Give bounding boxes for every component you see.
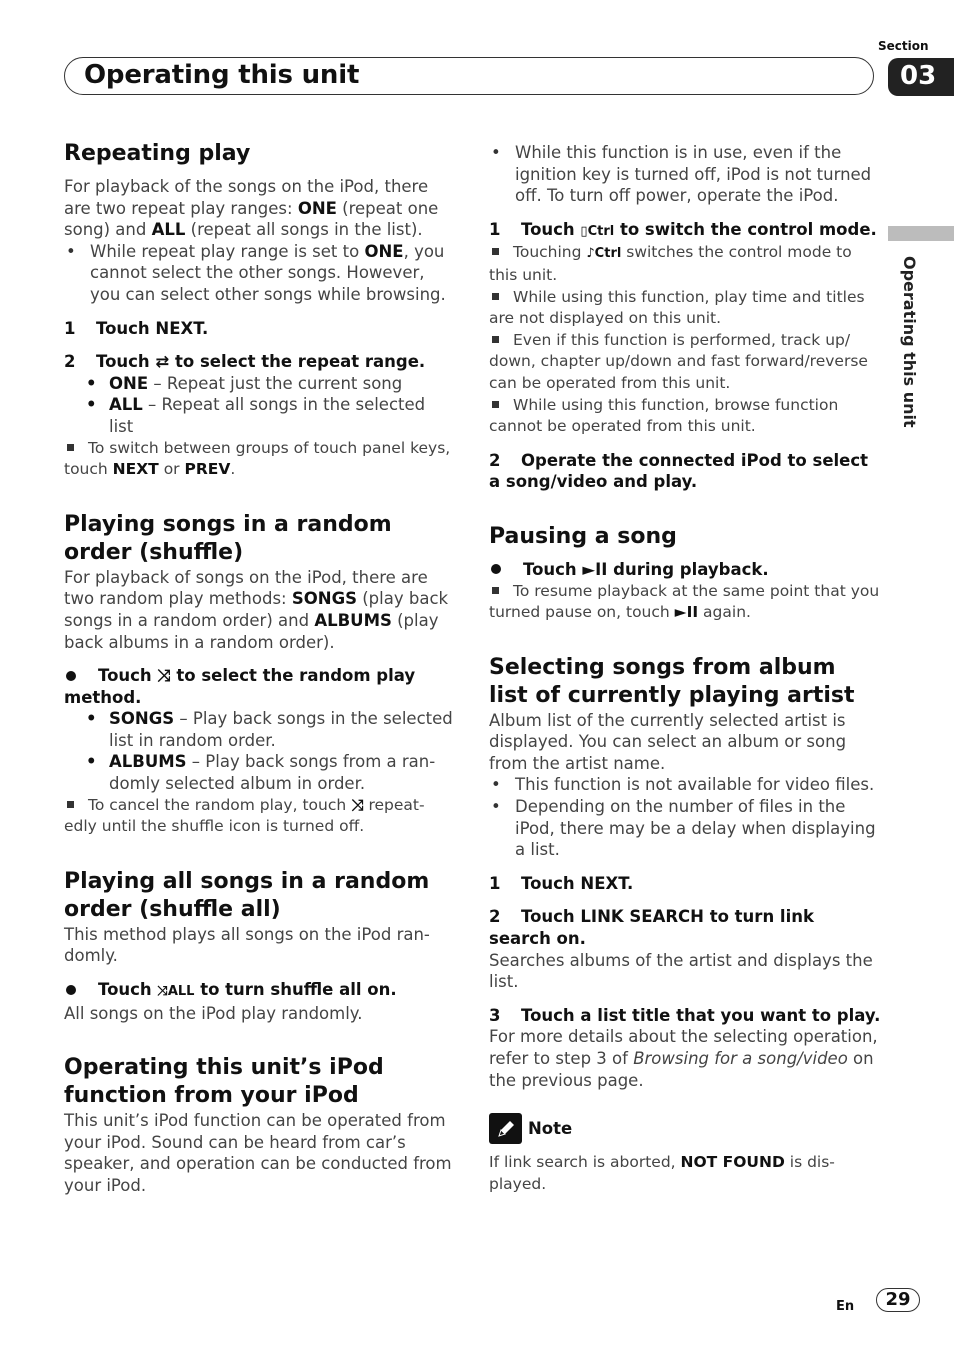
repeating-step-1: 1 Touch NEXT. [64,318,209,338]
page-number: 29 [876,1288,920,1312]
album-list-step-1: 1 Touch NEXT. [489,873,634,893]
repeating-note: To switch between groups of touch panel keys, touch NEXT or PREV. [64,438,451,479]
album-list-step-3-body: For more details about the selecting operation, refer to step 3 of Browsing for a song/video on the previous page. [489,1027,878,1090]
ipod-function-bullet: • While this function is in use, even if the ignition key is turned off, iPod is not turned off. To turn off power, operate the iPod. [489,142,881,207]
ipod-function-step-1: 1 Touch ▯Ctrl to switch the control mode. [489,219,881,243]
shuffle-heading: Playing songs in a random order (shuffle) [64,511,392,565]
ipod-function-intro: This unit’s iPod function can be operated from your iPod. Sound can be heard from car’s speaker, and operation can be conducted from your iPod. [64,1111,452,1195]
repeat-icon: ⇄ [155,352,170,372]
ipod-note-2: While using this function, play time and titles are not displayed on this unit. [489,287,865,328]
album-list-step-2: 2 Touch LINK SEARCH to turn link search on. [489,907,814,949]
pausing-note: To resume playback at the same point that you turned pause on, touch ►II again. [489,581,881,624]
shuffle-icon: ⤨ [157,666,171,686]
page-title: Operating this unit [84,60,360,90]
album-list-heading: Selecting songs from album list of currently playing artist [489,654,855,708]
shuffle-note: To cancel the random play, touch ⤨ repeat-edly until the shuffle icon is turned off. [64,795,425,836]
shuffle-option-songs: • SONGS – Play back songs in the selected list in random order. [64,708,454,751]
play-pause-icon: ►II [582,559,608,579]
album-list-step-3: 3 Touch a list title that you want to play. [489,1005,881,1025]
ipod-ctrl-icon: ▯Ctrl [580,223,615,239]
album-list-bullet-2: • Depending on the number of files in the iPod, there may be a delay when displaying a list. [489,796,881,861]
left-column [64,140,454,1197]
pausing-heading: Pausing a song [489,523,677,549]
pausing-step: Touch ►II during playback. [489,559,881,581]
shuffle-all-result: All songs on the iPod play randomly. [64,1003,363,1023]
shuffle-all-icon: ⤨ALL [157,984,195,1000]
cross-reference: Browsing for a song/video [633,1049,848,1068]
repeating-intro: For playback of the songs on the iPod, there are two repeat play ranges: ONE (repeat one song) and ALL (repeat all songs in the list). [64,177,439,240]
language-code: En [836,1299,855,1314]
ipod-note-4: While using this function, browse function cannot be operated from this unit. [489,395,839,436]
shuffle-step: Touch ⤨ to select the random play method. [64,666,416,707]
ipod-function-heading: Operating this unit’s iPod function from your iPod [64,1055,384,1109]
ipod-note-1: Touching ♪Ctrl switches the control mode to this unit. [489,243,852,284]
shuffle-icon: ⤨ [351,795,364,814]
shuffle-all-intro: This method plays all songs on the iPod ran-domly. [64,924,430,966]
repeating-bullet: • While repeat play range is set to ONE, you cannot select the other songs. However, you can select other songs while browsing. [64,241,454,306]
section-number: 03 [900,61,937,91]
section-label: Section [878,39,929,53]
album-list-bullet-1: • This function is not available for video files. [489,774,881,796]
album-list-step-2-body: Searches albums of the artist and displays the list. [489,950,873,992]
repeating-option-one: • ONE – Repeat just the current song [64,373,454,395]
shuffle-intro: For playback of songs on the iPod, there are two random play methods: SONGS (play back songs in a random order) and ALBUMS (play back albums in a random order). [64,567,449,652]
note-text: If link search is aborted, NOT FOUND is dis-played. [489,1153,835,1193]
shuffle-all-heading: Playing all songs in a random order (shuffle all) [64,868,430,922]
note-header [489,1113,881,1144]
repeating-option-all: • ALL – Repeat all songs in the selected list [64,394,454,437]
repeating-heading: Repeating play [64,141,251,166]
shuffle-option-albums: • ALBUMS – Play back songs from a ran-domly selected album in order. [64,751,454,794]
ipod-function-step-2: 2 Operate the connected iPod to select a song/video and play. [489,450,869,492]
repeating-step-2: 2 Touch ⇄ to select the repeat range. [64,352,426,372]
play-pause-icon: ►II [674,603,699,622]
album-list-intro: Album list of the currently selected artist is displayed. You can select an album or song from the artist name. [489,710,847,773]
shuffle-all-step: Touch ⤨ALL to turn shuffle all on. [64,979,454,1003]
note-label: Note [528,1118,573,1138]
side-tab-label: Operating this unit [900,256,919,428]
right-column [489,142,881,1195]
music-ctrl-icon: ♪Ctrl [586,246,622,262]
note-pencil-icon [489,1113,522,1144]
ipod-note-3: Even if this function is performed, track up/ down, chapter up/down and fast forward/reverse can be operated from this unit. [489,330,868,392]
side-tab-marker [888,226,954,241]
